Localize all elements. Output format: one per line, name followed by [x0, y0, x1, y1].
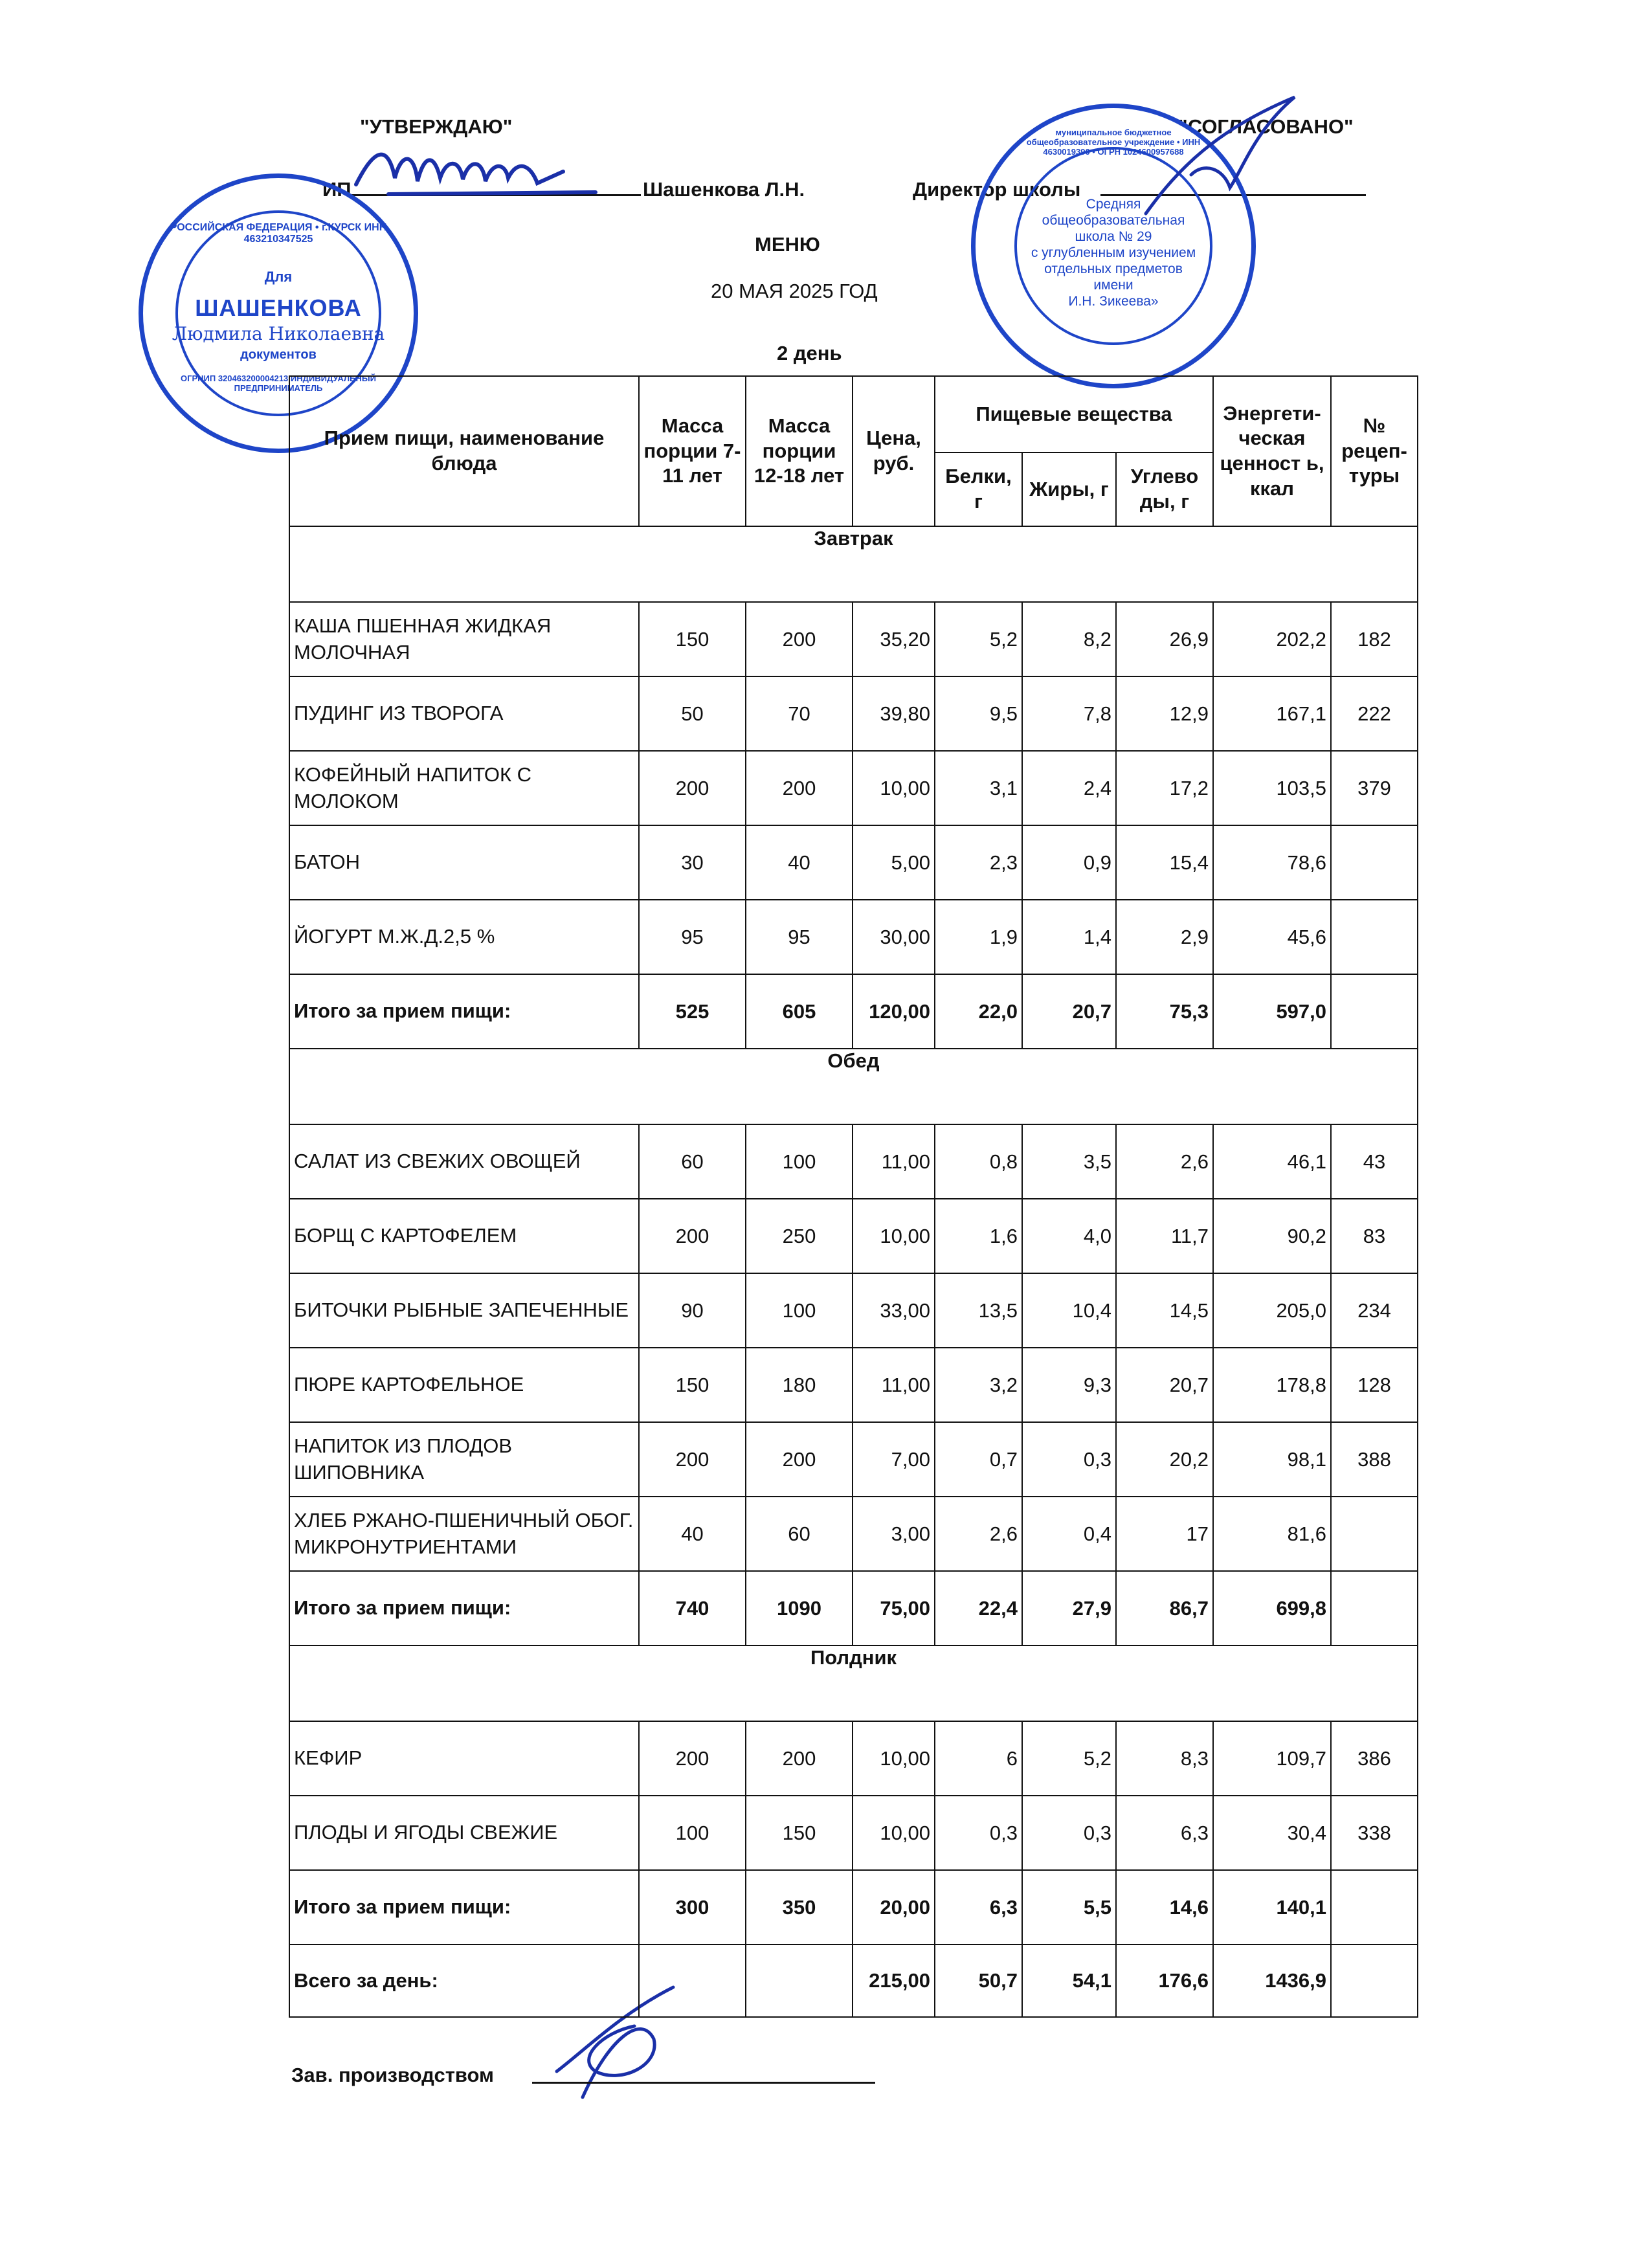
- table-row: [289, 1497, 1418, 1571]
- cell-price: 35,20: [853, 602, 935, 676]
- col-name: Прием пищи, наименование блюда: [289, 376, 639, 526]
- cell-r: 128: [1331, 1348, 1418, 1422]
- approve-right: "СОГЛАСОВАНО": [1178, 115, 1354, 138]
- table-row: [289, 900, 1418, 974]
- left-role: ИП: [322, 178, 352, 201]
- cell-r: [1331, 1945, 1418, 2017]
- cell-e: 178,8: [1213, 1348, 1331, 1422]
- section-header: [289, 1049, 1418, 1124]
- cell-c: 75,3: [1116, 974, 1213, 1049]
- cell-f: 7,8: [1022, 676, 1116, 751]
- cell-price: 11,00: [853, 1348, 935, 1422]
- table-row: [289, 751, 1418, 825]
- cell-m1: 90: [639, 1273, 746, 1348]
- cell-e: 81,6: [1213, 1497, 1331, 1571]
- table-row: [289, 676, 1418, 751]
- cell-r: 379: [1331, 751, 1418, 825]
- cell-m2: 100: [746, 1124, 853, 1199]
- cell-c: 2,9: [1116, 900, 1213, 974]
- cell-price: 10,00: [853, 1796, 935, 1870]
- cell-m1: 740: [639, 1571, 746, 1645]
- cell-p: 6,3: [935, 1870, 1022, 1945]
- table-row: [289, 1945, 1418, 2017]
- cell-c: 26,9: [1116, 602, 1213, 676]
- col-fat: Жиры, г: [1022, 452, 1116, 526]
- cell-f: 9,3: [1022, 1348, 1116, 1422]
- menu-date: 20 МАЯ 2025 ГОД: [711, 280, 878, 302]
- cell-e: 167,1: [1213, 676, 1331, 751]
- cell-f: 8,2: [1022, 602, 1116, 676]
- dish-name: НАПИТОК ИЗ ПЛОДОВ ШИПОВНИКА: [289, 1422, 639, 1497]
- table-row: [289, 1870, 1418, 1945]
- cell-f: 5,2: [1022, 1721, 1116, 1796]
- cell-m2: 200: [746, 1721, 853, 1796]
- dish-name: Итого за прием пищи:: [289, 1571, 639, 1645]
- cell-price: 120,00: [853, 974, 935, 1049]
- cell-r: 43: [1331, 1124, 1418, 1199]
- cell-e: 109,7: [1213, 1721, 1331, 1796]
- cell-c: 17,2: [1116, 751, 1213, 825]
- dish-name: Итого за прием пищи:: [289, 1870, 639, 1945]
- cell-e: 202,2: [1213, 602, 1331, 676]
- cell-m1: 200: [639, 1422, 746, 1497]
- footer-sign-line: [532, 2082, 875, 2084]
- cell-m1: 200: [639, 1199, 746, 1273]
- cell-e: 1436,9: [1213, 1945, 1331, 2017]
- cell-m1: 50: [639, 676, 746, 751]
- right-role: Директор школы: [913, 178, 1081, 201]
- cell-m1: 300: [639, 1870, 746, 1945]
- cell-price: 20,00: [853, 1870, 935, 1945]
- cell-r: 338: [1331, 1796, 1418, 1870]
- cell-f: 27,9: [1022, 1571, 1116, 1645]
- table-row: [289, 1571, 1418, 1645]
- cell-m2: 100: [746, 1273, 853, 1348]
- cell-e: 30,4: [1213, 1796, 1331, 1870]
- cell-m1: 60: [639, 1124, 746, 1199]
- cell-c: 176,6: [1116, 1945, 1213, 2017]
- day-label: 2 день: [777, 342, 842, 364]
- cell-f: 0,3: [1022, 1422, 1116, 1497]
- cell-price: 3,00: [853, 1497, 935, 1571]
- section-title: Завтрак: [289, 526, 1418, 602]
- cell-c: 20,2: [1116, 1422, 1213, 1497]
- table-row: [289, 1422, 1418, 1497]
- dish-name: ПУДИНГ ИЗ ТВОРОГА: [289, 676, 639, 751]
- cell-m2: 60: [746, 1497, 853, 1571]
- section-header: [289, 1645, 1418, 1721]
- cell-c: 14,5: [1116, 1273, 1213, 1348]
- cell-c: 20,7: [1116, 1348, 1213, 1422]
- cell-p: 22,4: [935, 1571, 1022, 1645]
- stamp-left-top: Для: [264, 269, 293, 285]
- cell-m2: 1090: [746, 1571, 853, 1645]
- page-title: МЕНЮ: [755, 233, 820, 256]
- cell-r: 388: [1331, 1422, 1418, 1497]
- cell-price: 75,00: [853, 1571, 935, 1645]
- dish-name: ПЮРЕ КАРТОФЕЛЬНОЕ: [289, 1348, 639, 1422]
- table-row: [289, 602, 1418, 676]
- cell-p: 9,5: [935, 676, 1022, 751]
- cell-f: 1,4: [1022, 900, 1116, 974]
- stamp-left-name1: ШАШЕНКОВА: [195, 295, 362, 321]
- section-title: Обед: [289, 1049, 1418, 1124]
- cell-m1: [639, 1945, 746, 2017]
- cell-r: 83: [1331, 1199, 1418, 1273]
- cell-e: 78,6: [1213, 825, 1331, 900]
- cell-price: 10,00: [853, 1721, 935, 1796]
- table-row: [289, 1199, 1418, 1273]
- stamp-left-bottom: документов: [240, 348, 317, 362]
- cell-m1: 200: [639, 751, 746, 825]
- stamp-left-name2: Людмила Николаевна: [172, 323, 385, 344]
- col-recipe: № рецеп-туры: [1331, 376, 1418, 526]
- left-name: Шашенкова Л.Н.: [643, 178, 805, 201]
- cell-e: 103,5: [1213, 751, 1331, 825]
- cell-p: 5,2: [935, 602, 1022, 676]
- menu-table: [289, 375, 1418, 2018]
- cell-m2: 150: [746, 1796, 853, 1870]
- cell-price: 33,00: [853, 1273, 935, 1348]
- dish-name: БАТОН: [289, 825, 639, 900]
- col-price: Цена, руб.: [853, 376, 935, 526]
- col-protein: Белки, г: [935, 452, 1022, 526]
- cell-m2: 200: [746, 602, 853, 676]
- table-row: [289, 1721, 1418, 1796]
- cell-m2: 200: [746, 1422, 853, 1497]
- dish-name: БОРЩ С КАРТОФЕЛЕМ: [289, 1199, 639, 1273]
- cell-price: 30,00: [853, 900, 935, 974]
- cell-c: 15,4: [1116, 825, 1213, 900]
- footer-label: Зав. производством: [291, 2064, 494, 2086]
- col-mass-7-11: Масса порции 7-11 лет: [639, 376, 746, 526]
- cell-price: 11,00: [853, 1124, 935, 1199]
- cell-f: 0,3: [1022, 1796, 1116, 1870]
- cell-r: 222: [1331, 676, 1418, 751]
- cell-m2: 350: [746, 1870, 853, 1945]
- cell-e: 46,1: [1213, 1124, 1331, 1199]
- table-row: [289, 825, 1418, 900]
- cell-p: 6: [935, 1721, 1022, 1796]
- table-row: [289, 1273, 1418, 1348]
- table-row: [289, 1124, 1418, 1199]
- cell-f: 0,4: [1022, 1497, 1116, 1571]
- cell-c: 8,3: [1116, 1721, 1213, 1796]
- cell-f: 5,5: [1022, 1870, 1116, 1945]
- cell-m2: [746, 1945, 853, 2017]
- cell-m2: 250: [746, 1199, 853, 1273]
- stamp-right-ring: муниципальное бюджетное общеобразовательное учреждение • ИНН 4630019390 • ОГРН 1024600957688: [1026, 128, 1201, 157]
- dish-name: ПЛОДЫ И ЯГОДЫ СВЕЖИЕ: [289, 1796, 639, 1870]
- cell-e: 205,0: [1213, 1273, 1331, 1348]
- cell-r: 386: [1331, 1721, 1418, 1796]
- dish-name: КОФЕЙНЫЙ НАПИТОК С МОЛОКОМ: [289, 751, 639, 825]
- cell-p: 0,7: [935, 1422, 1022, 1497]
- cell-m1: 150: [639, 602, 746, 676]
- cell-r: 234: [1331, 1273, 1418, 1348]
- dish-name: КАША ПШЕННАЯ ЖИДКАЯ МОЛОЧНАЯ: [289, 602, 639, 676]
- cell-price: 5,00: [853, 825, 935, 900]
- cell-m1: 30: [639, 825, 746, 900]
- cell-m1: 525: [639, 974, 746, 1049]
- cell-f: 3,5: [1022, 1124, 1116, 1199]
- cell-m2: 200: [746, 751, 853, 825]
- cell-c: 14,6: [1116, 1870, 1213, 1945]
- cell-m2: 40: [746, 825, 853, 900]
- cell-c: 6,3: [1116, 1796, 1213, 1870]
- cell-e: 45,6: [1213, 900, 1331, 974]
- dish-name: Всего за день:: [289, 1945, 639, 2017]
- cell-f: 2,4: [1022, 751, 1116, 825]
- cell-price: 10,00: [853, 751, 935, 825]
- dish-name: Итого за прием пищи:: [289, 974, 639, 1049]
- cell-c: 12,9: [1116, 676, 1213, 751]
- cell-f: 0,9: [1022, 825, 1116, 900]
- cell-c: 11,7: [1116, 1199, 1213, 1273]
- cell-f: 20,7: [1022, 974, 1116, 1049]
- approve-left: "УТВЕРЖДАЮ": [360, 115, 513, 138]
- cell-r: [1331, 974, 1418, 1049]
- cell-r: [1331, 900, 1418, 974]
- dish-name: САЛАТ ИЗ СВЕЖИХ ОВОЩЕЙ: [289, 1124, 639, 1199]
- cell-m1: 40: [639, 1497, 746, 1571]
- cell-r: 182: [1331, 602, 1418, 676]
- cell-c: 17: [1116, 1497, 1213, 1571]
- table-row: [289, 1348, 1418, 1422]
- cell-f: 4,0: [1022, 1199, 1116, 1273]
- cell-price: 39,80: [853, 676, 935, 751]
- cell-price: 215,00: [853, 1945, 935, 2017]
- cell-e: 98,1: [1213, 1422, 1331, 1497]
- cell-m2: 95: [746, 900, 853, 974]
- cell-r: [1331, 1571, 1418, 1645]
- cell-e: 140,1: [1213, 1870, 1331, 1945]
- cell-m2: 180: [746, 1348, 853, 1422]
- cell-f: 54,1: [1022, 1945, 1116, 2017]
- cell-r: [1331, 1497, 1418, 1571]
- cell-r: [1331, 1870, 1418, 1945]
- table-row: [289, 974, 1418, 1049]
- section-header: [289, 526, 1418, 602]
- cell-p: 1,9: [935, 900, 1022, 974]
- cell-m2: 605: [746, 974, 853, 1049]
- stamp-left-ring: РОССИЙСКАЯ ФЕДЕРАЦИЯ • г.КУРСК ИНН 463210347525: [170, 222, 387, 245]
- col-nutrients: Пищевые вещества: [935, 376, 1213, 452]
- cell-m1: 100: [639, 1796, 746, 1870]
- cell-m2: 70: [746, 676, 853, 751]
- cell-p: 3,1: [935, 751, 1022, 825]
- cell-p: 13,5: [935, 1273, 1022, 1348]
- col-carbs: Углево ды, г: [1116, 452, 1213, 526]
- signature-left: [350, 133, 608, 204]
- cell-p: 2,3: [935, 825, 1022, 900]
- dish-name: ЙОГУРТ М.Ж.Д.2,5 %: [289, 900, 639, 974]
- cell-m1: 200: [639, 1721, 746, 1796]
- cell-m1: 150: [639, 1348, 746, 1422]
- table-row: [289, 1796, 1418, 1870]
- stamp-left-ring-bottom: ОГРНИП 320463200004213 ИНДИВИДУАЛЬНЫЙ ПРЕДПРИНИМАТЕЛЬ: [181, 373, 376, 393]
- dish-name: БИТОЧКИ РЫБНЫЕ ЗАПЕЧЕННЫЕ: [289, 1273, 639, 1348]
- dish-name: ХЛЕБ РЖАНО-ПШЕНИЧНЫЙ ОБОГ. МИКРОНУТРИЕНТАМИ: [289, 1497, 639, 1571]
- cell-e: 699,8: [1213, 1571, 1331, 1645]
- cell-p: 22,0: [935, 974, 1022, 1049]
- col-energy: Энергети-ческая ценност ь, ккал: [1213, 376, 1331, 526]
- cell-m1: 95: [639, 900, 746, 974]
- cell-e: 597,0: [1213, 974, 1331, 1049]
- cell-r: [1331, 825, 1418, 900]
- cell-c: 86,7: [1116, 1571, 1213, 1645]
- cell-p: 3,2: [935, 1348, 1022, 1422]
- cell-price: 7,00: [853, 1422, 935, 1497]
- dish-name: КЕФИР: [289, 1721, 639, 1796]
- cell-price: 10,00: [853, 1199, 935, 1273]
- stamp-right-lines: Средняя общеобразовательная школа № 29 с углубленным изучением отдельных предметов имени И.Н. Зикеева»: [1031, 197, 1196, 309]
- cell-p: 0,3: [935, 1796, 1022, 1870]
- section-title: Полдник: [289, 1645, 1418, 1721]
- cell-p: 0,8: [935, 1124, 1022, 1199]
- cell-c: 2,6: [1116, 1124, 1213, 1199]
- cell-e: 90,2: [1213, 1199, 1331, 1273]
- cell-f: 10,4: [1022, 1273, 1116, 1348]
- col-mass-12-18: Масса порции 12-18 лет: [746, 376, 853, 526]
- signature-right: [1139, 91, 1308, 220]
- cell-p: 50,7: [935, 1945, 1022, 2017]
- cell-p: 2,6: [935, 1497, 1022, 1571]
- cell-p: 1,6: [935, 1199, 1022, 1273]
